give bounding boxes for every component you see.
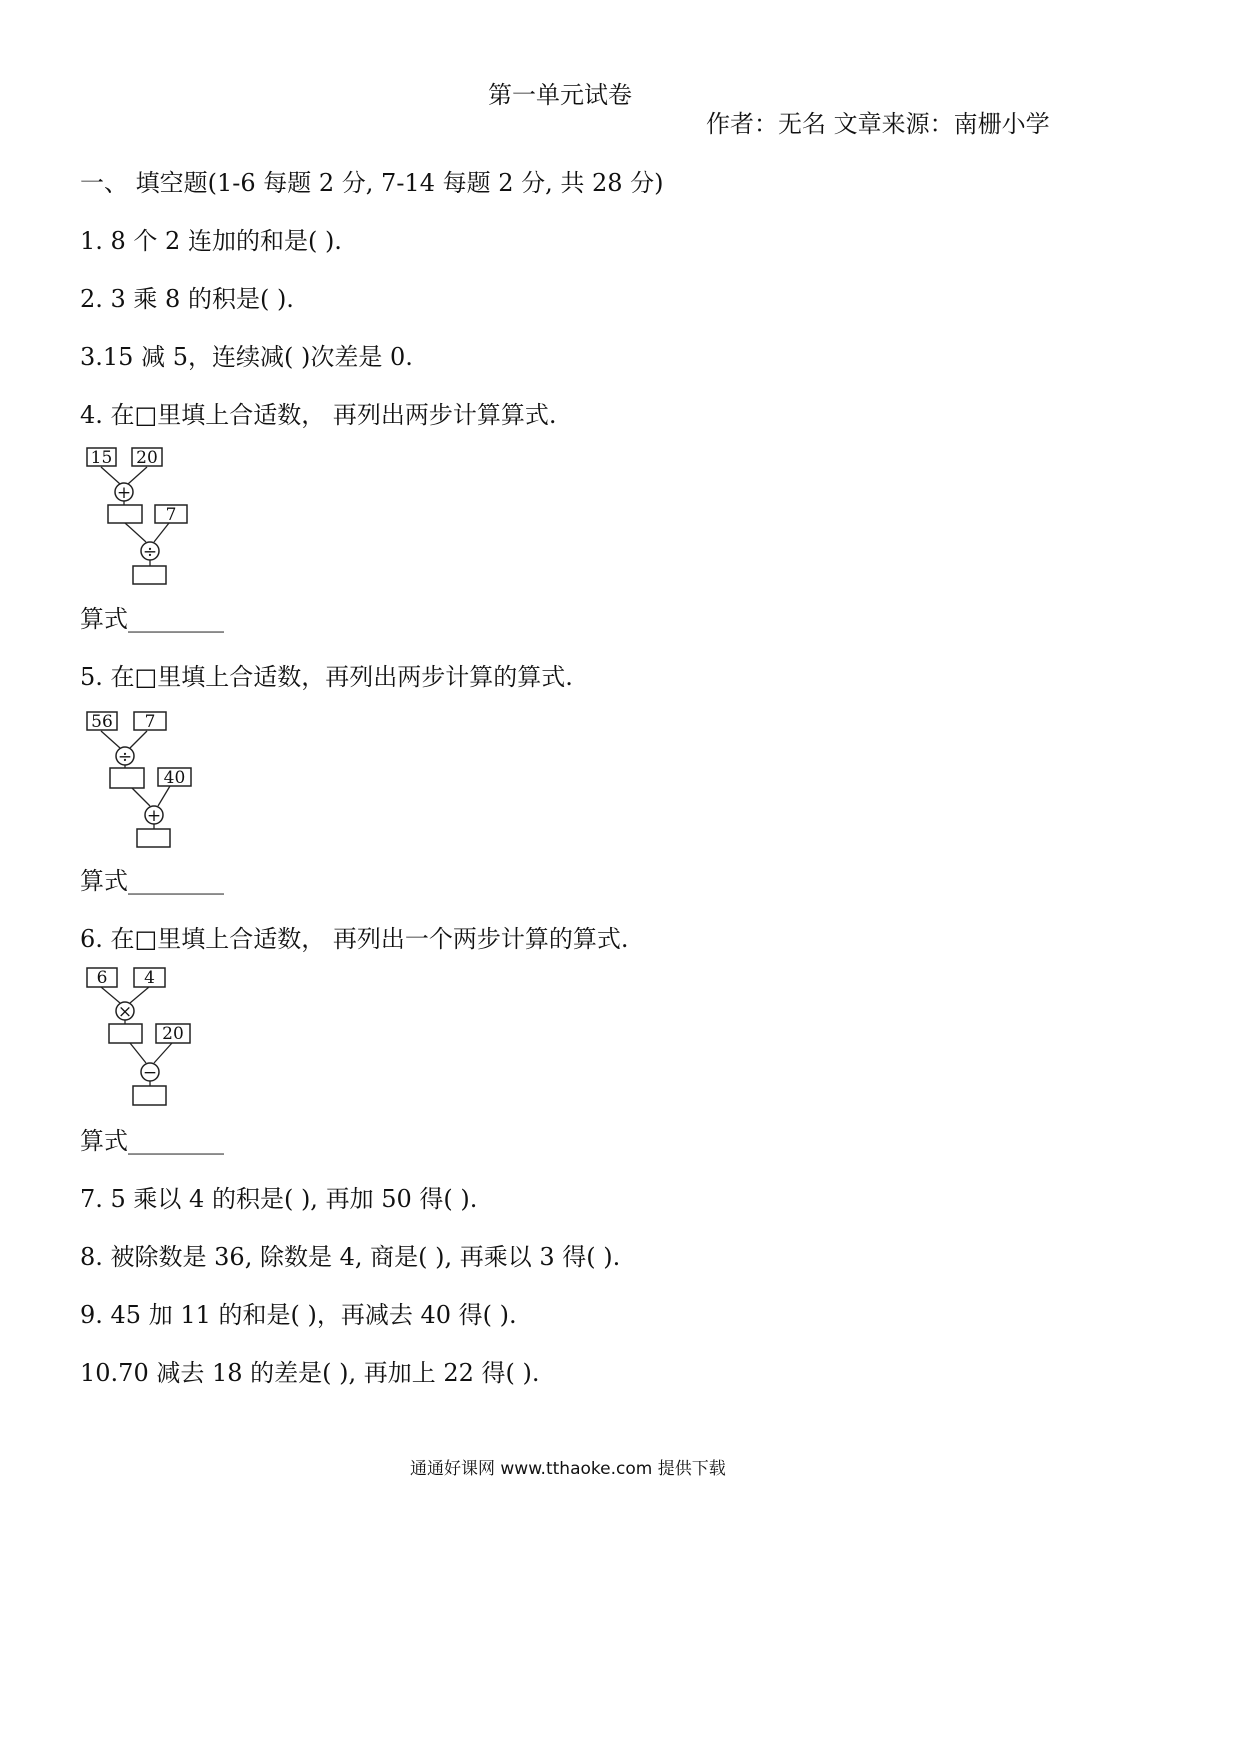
question-7: 7. 5 乘以 4 的积是( ), 再加 50 得( ). (80, 1185, 478, 1213)
blank-answer-box-middle[interactable] (110, 768, 144, 788)
svg-text:6: 6 (96, 968, 108, 988)
number-box-middle-right (156, 1024, 190, 1044)
page-title: 第一单元试卷 (488, 81, 632, 109)
question-10: 10.70 减去 18 的差是( ), 再加上 22 得( ). (80, 1359, 540, 1387)
number-box-middle-right (155, 505, 187, 525)
svg-text:20: 20 (136, 448, 158, 468)
svg-text:56: 56 (91, 712, 113, 732)
blank-answer-box-result[interactable] (133, 1086, 166, 1105)
svg-text:7: 7 (144, 712, 156, 732)
divide-operator-circle (141, 542, 159, 562)
svg-text:÷: ÷ (142, 542, 158, 562)
footer-source-note: 通通好课网 www.tthaoke.com 提供下载 (410, 1459, 726, 1479)
svg-text:7: 7 (165, 505, 177, 525)
svg-text:×: × (117, 1002, 133, 1022)
plus-operator-circle (145, 806, 163, 826)
number-box-top-left (87, 448, 116, 468)
minus-operator-circle (141, 1063, 159, 1083)
svg-text:÷: ÷ (117, 747, 133, 767)
svg-text:4: 4 (144, 968, 155, 988)
calc-tree-q6 (84, 966, 204, 1108)
divide-operator-circle (116, 747, 134, 767)
formula-line-q6[interactable]: 算式________ (80, 1127, 224, 1155)
svg-text:+: + (146, 806, 162, 826)
section-heading: 一、 填空题(1-6 每题 2 分, 7-14 每题 2 分, 共 28 分) (80, 169, 664, 197)
number-box-top-right (132, 448, 162, 468)
number-box-top-right (134, 712, 166, 732)
question-6: 6. 在□里填上合适数， 再列出一个两步计算的算式. (80, 925, 629, 953)
svg-text:40: 40 (163, 768, 186, 788)
question-2: 2. 3 乘 8 的积是( ). (80, 285, 294, 313)
number-box-top-right (134, 968, 165, 988)
blank-answer-box-result[interactable] (137, 829, 170, 847)
plus-operator-circle (115, 483, 133, 503)
svg-text:−: − (142, 1063, 158, 1083)
question-3: 3.15 减 5，连续减( )次差是 0. (80, 343, 413, 371)
formula-line-q5[interactable]: 算式________ (80, 867, 224, 895)
question-5: 5. 在□里填上合适数，再列出两步计算的算式. (80, 663, 573, 691)
multiply-operator-circle (116, 1002, 134, 1022)
calc-tree-q4 (84, 446, 204, 588)
svg-text:15: 15 (90, 448, 113, 468)
blank-answer-box-middle[interactable] (108, 505, 142, 523)
svg-text:20: 20 (162, 1024, 184, 1044)
number-box-middle-right (158, 768, 191, 788)
blank-answer-box-middle[interactable] (109, 1024, 142, 1043)
svg-text:+: + (116, 483, 132, 503)
question-9: 9. 45 加 11 的和是( )，再减去 40 得( ). (80, 1301, 517, 1329)
question-4: 4. 在□里填上合适数， 再列出两步计算算式. (80, 401, 557, 429)
blank-answer-box-result[interactable] (133, 566, 166, 584)
number-box-top-left (87, 968, 117, 988)
question-8: 8. 被除数是 36, 除数是 4, 商是( ), 再乘以 3 得( ). (80, 1243, 621, 1271)
author-source-line: 作者：无名 文章来源：南栅小学 (706, 110, 1050, 138)
formula-line-q4[interactable]: 算式________ (80, 605, 224, 633)
number-box-top-left (87, 712, 117, 732)
question-1: 1. 8 个 2 连加的和是( ). (80, 227, 342, 255)
calc-tree-q5 (84, 710, 204, 852)
